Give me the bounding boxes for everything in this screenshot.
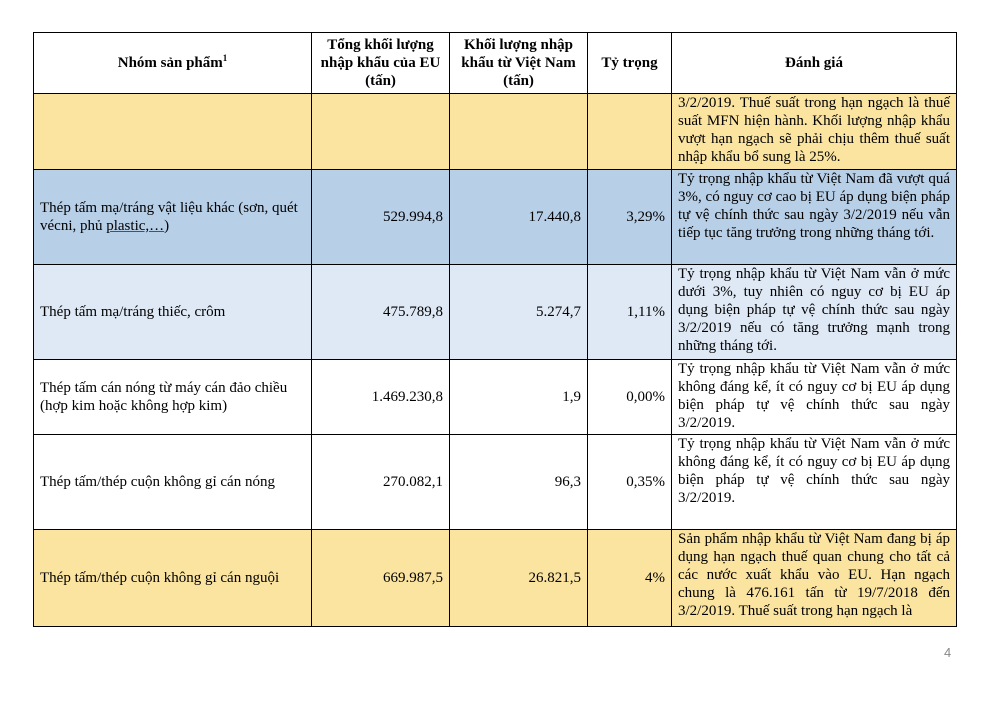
table-row [34, 265, 957, 360]
header-product-group: Nhóm sản phẩm$^1$ [34, 33, 312, 94]
assessment-cell: Sản phẩm nhập khẩu từ Việt Nam đang bị áp dụng hạn ngạch thuế quan chung cho tất cả các nước xuất khẩu vào EU. Hạn ngạch chung là 476.161 tấn từ 19/7/2018 đến 3/2/2019. Thuế suất trong hạn ngạch là [672, 530, 957, 627]
table-row [34, 94, 957, 170]
header-assessment: Đánh giá [672, 33, 957, 94]
share-cell: 3,29% [588, 170, 672, 265]
assessment-cell: Tỷ trọng nhập khẩu từ Việt Nam vẫn ở mức không đáng kể, ít có nguy cơ bị EU áp dụng biện pháp tự vệ chính thức sau ngày 3/2/2019. [672, 435, 957, 530]
steel-import-table [33, 32, 957, 627]
header-share: Tỷ trọng [588, 33, 672, 94]
assessment-cell: 3/2/2019. Thuế suất trong hạn ngạch là thuế suất MFN hiện hành. Khối lượng nhập khẩu vượt hạn ngạch sẽ phải chịu thêm thuế suất nhập khẩu bổ sung là 25%. [672, 94, 957, 170]
footnote-marker: 1 [222, 53, 228, 63]
share-cell: 1,11% [588, 265, 672, 360]
vn-volume-cell: 1,9 [450, 360, 588, 435]
vn-volume-cell: 17.440,8 [450, 170, 588, 265]
table-row [34, 360, 957, 435]
table-header-row [34, 33, 957, 94]
plastic-link-text[interactable]: plastic,… [106, 218, 165, 234]
table-row [34, 530, 957, 627]
assessment-cell: Tỷ trọng nhập khẩu từ Việt Nam vẫn ở mức dưới 3%, tuy nhiên có nguy cơ bị EU áp dụng biện pháp tự vệ chính thức sau ngày 3/2/2019 nếu có tăng trưởng mạnh trong những tháng tới. [672, 265, 957, 360]
product-name-cell [34, 94, 312, 170]
table-row [34, 435, 957, 530]
eu-total-cell: 270.082,1 [312, 435, 450, 530]
product-name-cell: Thép tấm/thép cuộn không gỉ cán nóng [34, 435, 312, 530]
eu-total-cell: 529.994,8 [312, 170, 450, 265]
eu-total-cell: 1.469.230,8 [312, 360, 450, 435]
product-name-cell: Thép tấm mạ/tráng thiếc, crôm [34, 265, 312, 360]
header-eu-total: Tổng khối lượng nhập khẩu của EU (tấn) [312, 33, 450, 94]
assessment-cell: Tỷ trọng nhập khẩu từ Việt Nam vẫn ở mức không đáng kể, ít có nguy cơ bị EU áp dụng biện pháp tự vệ chính thức sau ngày 3/2/2019. [672, 360, 957, 435]
vn-volume-cell [450, 94, 588, 170]
assessment-cell: Tỷ trọng nhập khẩu từ Việt Nam đã vượt quá 3%, có nguy cơ cao bị EU áp dụng biện pháp tự vệ chính thức sau ngày 3/2/2019 nếu vẫn tiếp tục tăng trưởng trong những tháng tới. [672, 170, 957, 265]
product-name-cell: Thép tấm mạ/tráng vật liệu khác (sơn, quét vécni, phủ plastic,…) [34, 170, 312, 265]
page-number: 4 [944, 645, 952, 660]
header-vn-volume: Khối lượng nhập khẩu từ Việt Nam (tấn) [450, 33, 588, 94]
vn-volume-cell: 96,3 [450, 435, 588, 530]
vn-volume-cell: 5.274,7 [450, 265, 588, 360]
vn-volume-cell: 26.821,5 [450, 530, 588, 627]
eu-total-cell [312, 94, 450, 170]
share-cell: 0,35% [588, 435, 672, 530]
share-cell: 4% [588, 530, 672, 627]
eu-total-cell: 669.987,5 [312, 530, 450, 627]
share-cell [588, 94, 672, 170]
eu-total-cell: 475.789,8 [312, 265, 450, 360]
share-cell: 0,00% [588, 360, 672, 435]
product-name-cell: Thép tấm cán nóng từ máy cán đảo chiều (hợp kim hoặc không hợp kim) [34, 360, 312, 435]
product-name-cell: Thép tấm/thép cuộn không gỉ cán nguội [34, 530, 312, 627]
table-row [34, 170, 957, 265]
